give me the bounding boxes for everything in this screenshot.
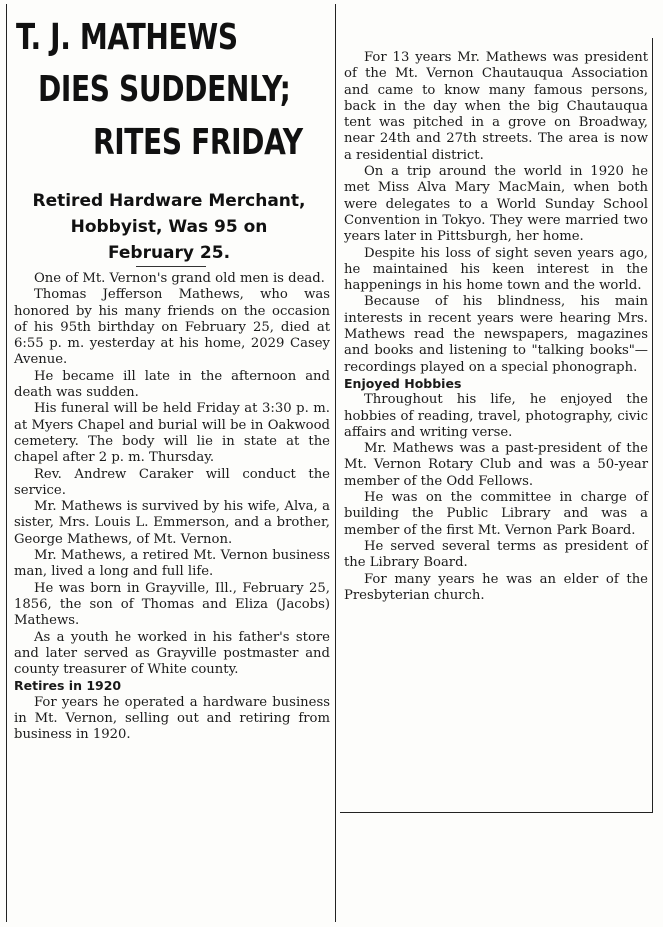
article-body-left [14, 271, 330, 744]
paragraph: As a youth he worked in his father's store and later served as Grayville postmaster and county treasurer of White county. [14, 629, 330, 678]
paragraph: For 13 years Mr. Mathews was president of the Mt. Vernon Chautauqua Association and came to know many famous persons, back in the day when the big Chautauqua tent was pitched in a grove on Broadway, near 24th and 27th streets. The area is now a residential district. [344, 50, 648, 163]
headline-line-3: RITES FRIDAY [93, 122, 303, 163]
paragraph: His funeral will be held Friday at 3:30 p. m. at Myers Chapel and burial will be in Oakwood cemetery. The body will lie in state at the chapel after 2 p. m. Thursday. [14, 401, 330, 466]
column-rule-right [652, 38, 653, 813]
paragraph: Thomas Jefferson Mathews, who was honored by his many friends on the occasion of his 95th birthday on February 25, died at 6:55 p. m. yesterday at his home, 2029 Casey Avenue. [14, 287, 330, 368]
paragraph: Mr. Mathews was a past-president of the Mt. Vernon Rotary Club and was a 50-year member of the Odd Fellows. [344, 441, 648, 489]
section-subhead: Retires in 1920 [14, 678, 122, 694]
paragraph: Rev. Andrew Caraker will conduct the service. [14, 466, 330, 498]
paragraph: Despite his loss of sight seven years ago, he maintained his keen interest in the happenings in his home town and the world. [344, 245, 648, 294]
article-body-right [344, 50, 648, 604]
paragraph: He was born in Grayville, Ill., February 25, 1856, the son of Thomas and Eliza (Jacobs) Mathews. [14, 580, 330, 629]
deck-subheadline [8, 188, 330, 266]
paragraph: One of Mt. Vernon's grand old men is dead. [34, 271, 325, 286]
column-rule-left [6, 4, 7, 922]
deck-line-3: February 25. [107, 243, 231, 263]
paragraph: He served several terms as president of the Library Board. [344, 538, 648, 571]
column-rule-bottom [340, 812, 652, 813]
deck-line-1: Retired Hardware Merchant, [32, 191, 306, 211]
headline-line-2: DIES SUDDENLY; [38, 69, 291, 110]
paragraph: He became ill late in the afternoon and death was sudden. [14, 368, 330, 401]
paragraph: Mr. Mathews is survived by his wife, Alva, a sister, Mrs. Louis L. Emmerson, and a brother, George Mathews, of Mt. Vernon. [14, 499, 330, 547]
paragraph: For years he operated a hardware business in Mt. Vernon, selling out and retiring from business in 1920. [14, 694, 330, 743]
paragraph: Mr. Mathews, a retired Mt. Vernon business man, lived a long and full life. [14, 548, 330, 580]
paragraph: Throughout his life, he enjoyed the hobbies of reading, travel, photography, civic affairs and writing verse. [344, 392, 648, 440]
headline-line-1: T. J. MATHEWS [16, 17, 238, 58]
section-subhead: Enjoyed Hobbies [344, 375, 462, 391]
paragraph: On a trip around the world in 1920 he met Miss Alva Mary MacMain, when both were delegates to a World Sunday School Convention in Tokyo. They were married two years later in Pittsburgh, her home. [344, 164, 648, 245]
column-rule-center [335, 4, 336, 922]
deck-line-2: Hobbyist, Was 95 on [70, 217, 268, 237]
paragraph: Because of his blindness, his main interests in recent years were hearing Mrs. Mathews read the newspapers, magazines and books and listening to "talking books"—recordings played on a special phonograph. [344, 294, 648, 375]
paragraph: He was on the committee in charge of building the Public Library and was a member of the first Mt. Vernon Park Board. [344, 490, 648, 538]
deck-divider [136, 266, 206, 267]
paragraph: For many years he was an elder of the Presbyterian church. [344, 571, 648, 603]
